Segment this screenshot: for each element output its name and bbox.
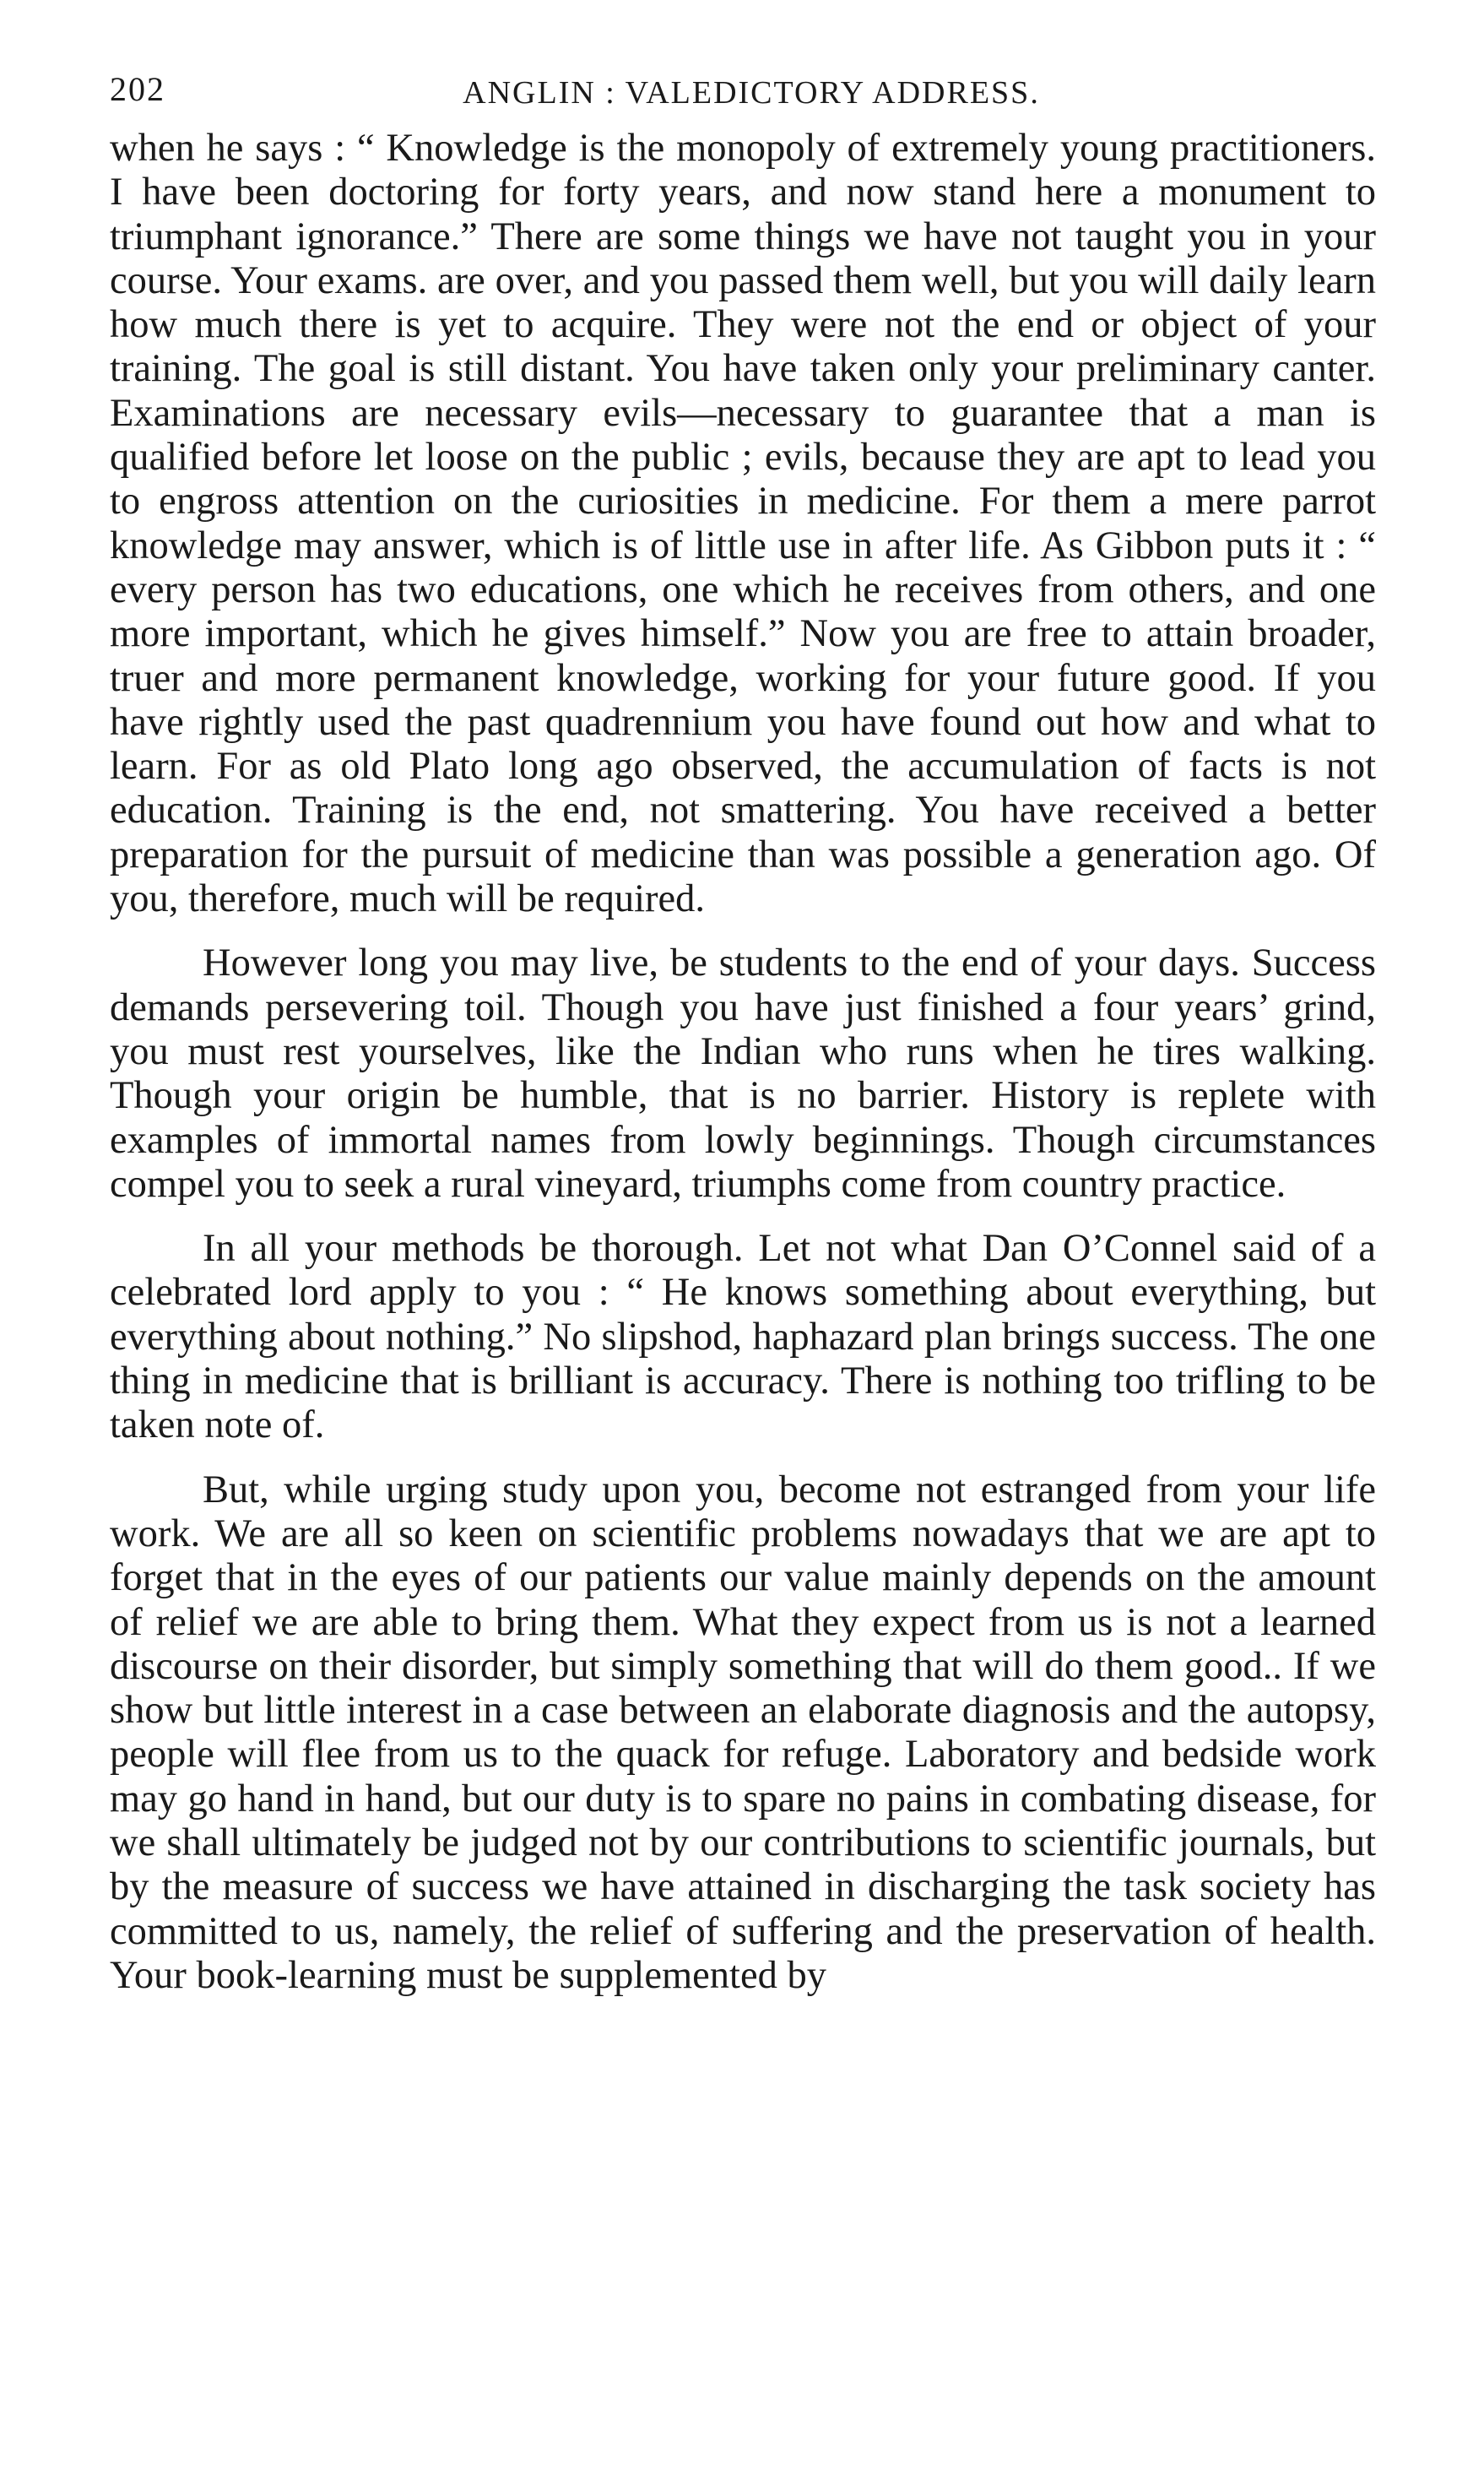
body-text [110, 127, 1376, 1998]
paragraph: But, while urging study upon you, become not estranged from your life work. We are all so keen on scientific problems nowadays that we are apt to forget that in the eyes of our patients our value mainly depends on the amount of relief we are able to bring them. What they expect from us is not a learned discourse on their disorder, but simply something that will do them good.. If we show but little interest in a case between an elaborate diagnosis and the autopsy, people will flee from us to the quack for refuge. Laboratory and bedside work may go hand in hand, but our duty is to spare no pains in combating disease, for we shall ultimately be judged not by our contributions to scientific journals, but by the measure of success we have attained in discharging the task society has committed to us, namely, the relief of suffering and the preservation of health. Your book-learning must be supplemented by [110, 1468, 1376, 1997]
paragraph: when he says : “ Knowledge is the monopoly of extremely young practitioners. I have been doctoring for forty years, and now stand here a monument to triumphant ignorance.” There are some things we have not taught you in your course. Your exams. are over, and you passed them well, but you will daily learn how much there is yet to acquire. They were not the end or object of your training. The goal is still distant. You have taken only your preliminary canter. Examinations are necessary evils—necessary to guarantee that a man is qualified before let loose on the public ; evils, because they are apt to lead you to engross attention on the curiosities in medicine. For them a mere parrot knowledge may answer, which is of little use in after life. As Gibbon puts it : “ every person has two educations, one which he receives from others, and one more important, which he gives himself.” Now you are free to attain broader, truer and more permanent knowledge, working for your future good. If you have rightly used the past quadrennium you have found out how and what to learn. For as old Plato long ago observed, the accumulation of facts is not education. Training is the end, not smattering. You have received a better preparation for the pursuit of medicine than was possible a generation ago. Of you, therefore, much will be required. [110, 127, 1376, 921]
running-head: ANGLIN : VALEDICTORY ADDRESS. [463, 75, 1040, 111]
page-number: 202 [110, 70, 165, 108]
document-page [110, 51, 1376, 1998]
paragraph: However long you may live, be students to the end of your days. Success demands persevering toil. Though you have just finished a four years’ grind, you must rest yourselves, like the Indian who runs when he tires walking. Though your origin be humble, that is no barrier. History is replete with examples of immortal names from lowly beginnings. Though circumstances compel you to seek a rural vineyard, triumphs come from country practice. [110, 942, 1376, 1206]
page-header [110, 51, 1376, 127]
paragraph: In all your methods be thorough. Let not what Dan O’Connel said of a celebrated lord apply to you : “ He knows something about everything, but everything about nothing.” No slipshod, haphazard plan brings success. The one thing in medicine that is brilliant is accuracy. There is nothing too trifling to be taken note of. [110, 1227, 1376, 1447]
